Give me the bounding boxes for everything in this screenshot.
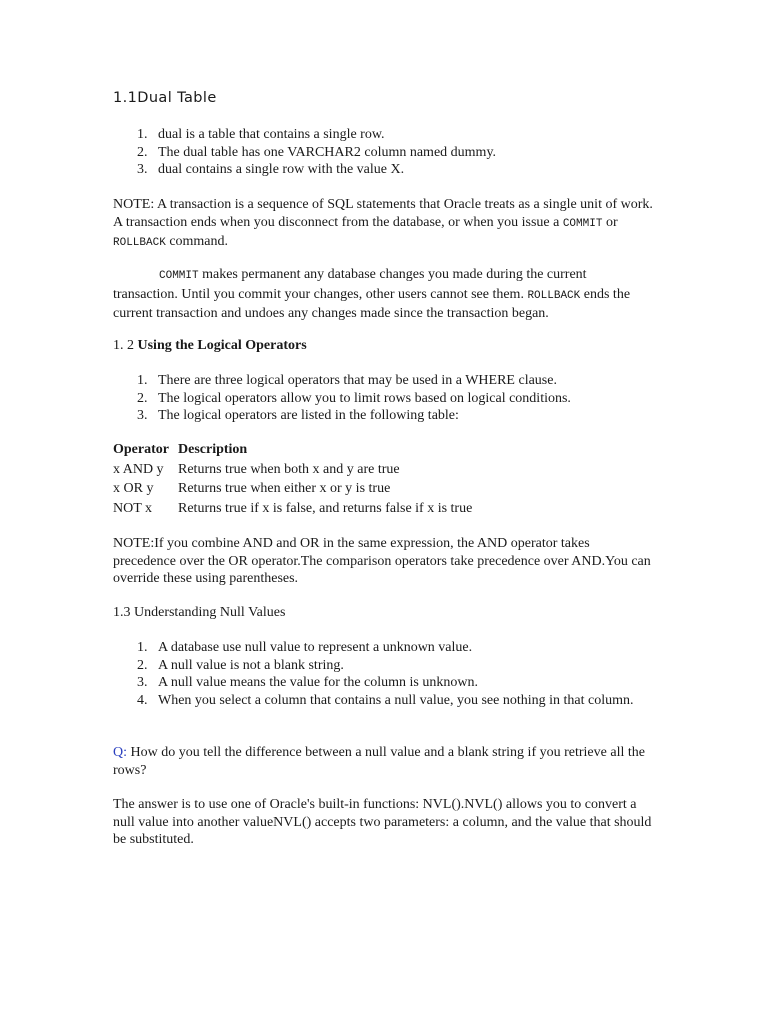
operator-cell: x OR y <box>113 481 154 496</box>
description-header: Description <box>178 442 248 457</box>
operators-table <box>111 441 474 519</box>
precedence-note: NOTE:If you combine AND and OR in the same expression, the AND operator takes precedence over the OR operator.The comparison operators take precedence over AND.You can override these using parentheses. <box>113 536 651 586</box>
operator-cell: NOT x <box>113 500 153 516</box>
question-label: Q: <box>113 745 127 760</box>
section-3-title: 1.3 Understanding Null Values <box>113 605 286 620</box>
list-item: 2. The logical operators allow you to limit rows based on logical conditions. <box>137 390 571 406</box>
list-item: 3. dual contains a single row with the value X. <box>137 162 405 177</box>
list-item: 2. A null value is not a blank string. <box>137 657 344 673</box>
description-cell: Returns true when both x and y are true <box>178 461 400 477</box>
operator-cell: x AND y <box>113 461 164 477</box>
section-3-list <box>113 639 643 709</box>
list-item: 3. A null value means the value for the column is unknown. <box>137 675 478 690</box>
commit-paragraph: COMMIT makes permanent any database changes you made during the current transaction. Until you commit your changes, other users cannot see them. ROLLBACK ends the current transaction and undoes any changes made since the transaction began. <box>113 267 631 321</box>
table-header-row <box>111 441 474 461</box>
list-item: 1. A database use null value to represent a unknown value. <box>137 640 473 655</box>
section-1-list <box>113 126 643 179</box>
list-item: 1. There are three logical operators that may be used in a WHERE clause. <box>137 373 557 388</box>
table-row <box>111 500 474 520</box>
question-paragraph: Q: How do you tell the difference between a null value and a blank string if you retrieve all the rows? <box>113 745 645 778</box>
table-row <box>111 461 474 481</box>
list-item: 1. dual is a table that contains a single row. <box>137 127 385 142</box>
description-cell: Returns true if x is false, and returns false if x is true <box>178 500 473 516</box>
description-cell: Returns true when either x or y is true <box>178 481 391 496</box>
list-item: 3. The logical operators are listed in the following table: <box>137 408 459 423</box>
table-row <box>111 480 474 500</box>
answer-paragraph: The answer is to use one of Oracle's built-in functions: NVL().NVL() allows you to convert a null value into another valueNVL() accepts two parameters: a column, and the value that should be substituted. <box>113 797 652 847</box>
section-1-title: 1.1Dual Table <box>113 90 217 106</box>
transaction-note: NOTE: A transaction is a sequence of SQL statements that Oracle treats as a single unit of work. A transaction ends when you disconnect from the database, or when you issue a COMMIT or ROLLBACK command. <box>113 197 653 249</box>
operator-header: Operator <box>113 442 169 457</box>
list-item: 2. The dual table has one VARCHAR2 column named dummy. <box>137 144 497 160</box>
section-2-list <box>113 372 643 425</box>
list-item: 4. When you select a column that contains a null value, you see nothing in that column. <box>137 692 634 708</box>
section-2-title: 1. 2 Using the Logical Operators <box>113 338 307 353</box>
